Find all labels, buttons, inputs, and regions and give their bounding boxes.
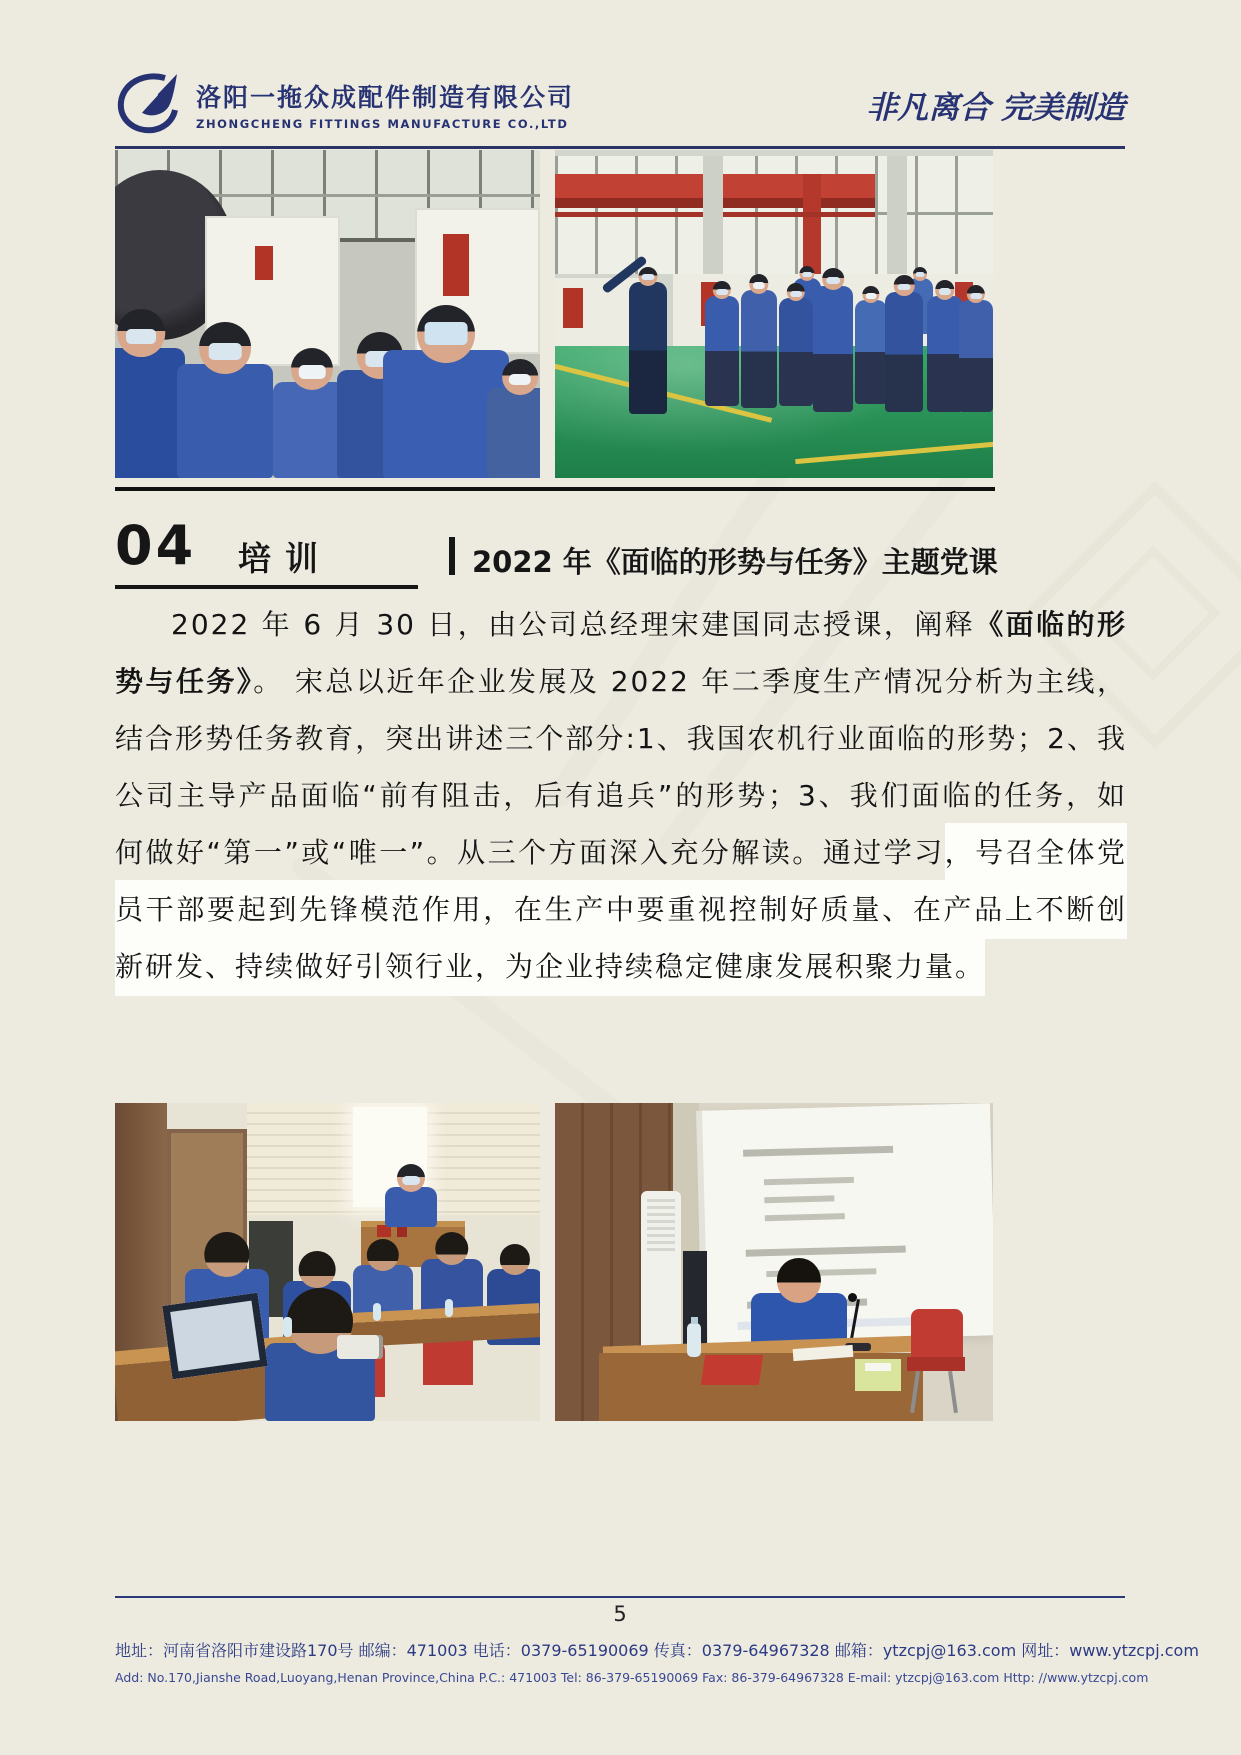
red-chair [911, 1309, 963, 1357]
crane-column [803, 174, 821, 276]
section-underline [115, 585, 418, 589]
section-category: 培训 [238, 539, 332, 578]
company-logo [113, 70, 185, 136]
name-card [701, 1355, 763, 1385]
footer-address-en: Add: No.170,Jianshe Road,Luoyang,Henan Province,China P.C.: 471003 Tel: 86-379-65190069 Fax: 86-379-64967328 E-mail: ytzcpj@163.com Http: //www.ytzcpj.com [115, 1670, 1149, 1685]
screen-text-line [743, 1146, 893, 1157]
tour-guide-figure [629, 282, 667, 414]
person-figure [177, 364, 273, 478]
photo-workers-viewing-exhibition [115, 150, 540, 478]
article-text: 。 宋总以近年企业发展及 2022 年二季度生产情况分析为主线，结合形势任务教育，突出讲述三个部分:1、我国农机行业面临的形势；2、我公司主导产品面临“前有阻击，后有追兵”的形势；3、我们面临的任务，如何做好“第一”或“唯一”。从三个方面深入充分解读。通过学习 [115, 665, 1127, 869]
company-slogan: 非凡离合 完美制造 [866, 90, 1125, 126]
poster [443, 234, 469, 296]
title-separator-bar [449, 537, 455, 575]
tissue-slot [865, 1363, 891, 1371]
ac-unit [641, 1191, 681, 1361]
microphone-head [848, 1293, 857, 1302]
header-rule [115, 146, 1125, 149]
ac-vent [647, 1199, 675, 1253]
person-figure [779, 298, 813, 406]
article-text-highlighted: ，号召全体党员干部要起到先锋模范作用，在生产中要重视控制好质量、在产品上不断创新研发、持续做好引领行业，为企业持续稳定健康发展积聚力量。 [115, 823, 1127, 996]
photo-training-classroom [115, 1103, 540, 1421]
footer-address-cn: 地址：河南省洛阳市建设路170号 邮编：471003 电话：0379-65190069 传真：0379-64967328 邮箱：ytzcpj@163.com 网址：www.ytzcpj.com [115, 1641, 1199, 1660]
section-title: 2022 年《面临的形势与任务》主题党课 [472, 545, 998, 579]
footer-rule [115, 1596, 1125, 1598]
person-figure [705, 296, 739, 406]
person-figure [959, 300, 993, 412]
tissue-box [855, 1359, 901, 1391]
photo-factory-tour-group [555, 150, 993, 478]
water-bottle [687, 1323, 701, 1357]
person-figure [741, 290, 777, 408]
laptop [162, 1293, 267, 1380]
logo-mark-icon [113, 70, 185, 136]
photo-lecturer-at-desk [555, 1103, 993, 1421]
section-number: 04 [115, 514, 197, 577]
person-figure [813, 286, 853, 412]
water-bottle [283, 1317, 292, 1337]
chair-leg [948, 1371, 958, 1413]
bottle-cap [691, 1317, 698, 1324]
person-figure [115, 348, 185, 478]
company-name-en: ZHONGCHENG FITTINGS MANUFACTURE CO.,LTD [196, 117, 569, 131]
article-text-bold: 《面临的形势与任务》 [115, 608, 1127, 698]
person-figure [855, 300, 887, 404]
pillar [887, 156, 907, 290]
section-divider-line [115, 487, 995, 491]
screen-text-line [746, 1246, 906, 1257]
projector [337, 1335, 383, 1359]
speaker-figure [385, 1187, 437, 1227]
person-figure [885, 292, 923, 412]
pillar [703, 156, 723, 290]
screen-text-line [764, 1177, 854, 1185]
screen-text-line [764, 1195, 834, 1203]
water-bottle [445, 1299, 453, 1317]
person-figure [927, 296, 963, 412]
poster [255, 246, 273, 280]
person-figure [487, 388, 540, 478]
projection-screen [702, 1103, 993, 1342]
article-text: 2022 年 6 月 30 日，由公司总经理宋建国同志授课，阐释 [171, 608, 976, 641]
poster [563, 288, 583, 328]
screen-text-line [765, 1213, 845, 1221]
red-chair-seat [907, 1357, 965, 1371]
company-name-cn: 洛阳一拖众成配件制造有限公司 [196, 83, 575, 112]
page-number: 5 [613, 1602, 627, 1626]
article-paragraph [115, 596, 1127, 995]
water-bottle [373, 1303, 381, 1321]
